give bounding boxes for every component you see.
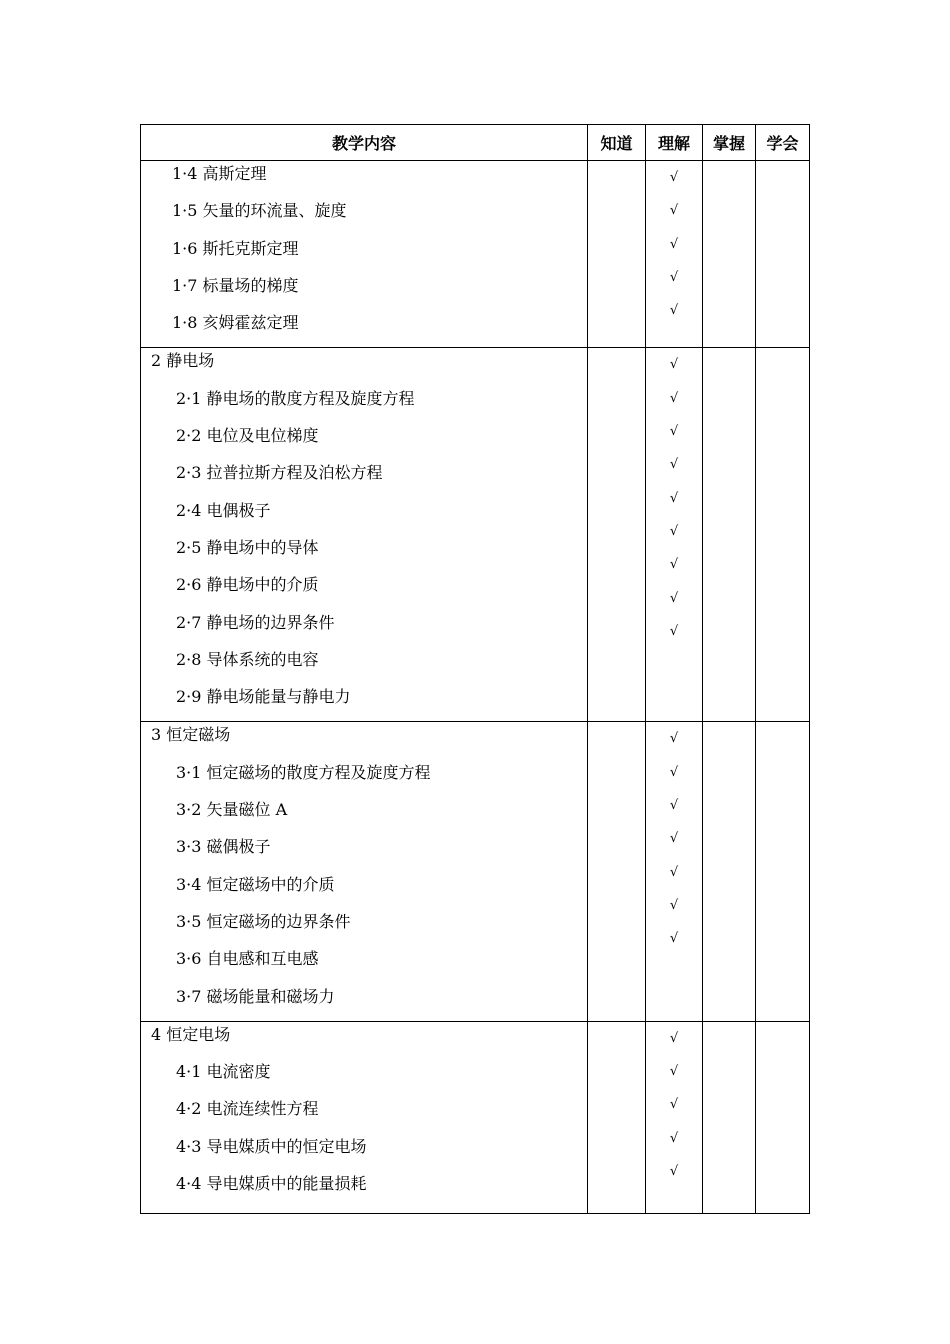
understand-cell — [646, 722, 703, 1021]
master-cell — [703, 348, 756, 722]
check-mark: √ — [669, 1064, 679, 1080]
chapter-title: 3 恒定磁场 — [151, 725, 231, 745]
header-learn: 学会 — [756, 125, 810, 161]
check-mark: √ — [669, 557, 679, 573]
list-item: 1·8 亥姆霍兹定理 — [172, 313, 299, 333]
list-item: 2·5 静电场中的导体 — [176, 537, 319, 557]
list-item: 4·1 电流密度 — [176, 1062, 271, 1082]
list-item: 1·6 斯托克斯定理 — [172, 238, 299, 258]
check-mark: √ — [669, 1030, 679, 1046]
check-mark: √ — [669, 424, 679, 440]
check-mark: √ — [669, 864, 679, 880]
list-item: 3·2 矢量磁位 A — [176, 800, 288, 820]
list-item: 1·4 高斯定理 — [172, 164, 267, 183]
header-know: 知道 — [588, 125, 646, 161]
check-mark: √ — [669, 931, 679, 947]
content-cell — [141, 161, 588, 348]
check-mark: √ — [669, 1130, 679, 1146]
understand-cell — [646, 1021, 703, 1213]
know-cell — [588, 161, 646, 348]
check-mark: √ — [669, 590, 679, 606]
check-mark: √ — [669, 236, 679, 252]
list-item: 1·7 标量场的梯度 — [172, 275, 299, 295]
list-item: 1·5 矢量的环流量、旋度 — [172, 201, 347, 221]
master-cell — [703, 722, 756, 1021]
list-item: 3·6 自电感和互电感 — [176, 949, 319, 969]
table-row — [141, 1021, 810, 1213]
table-row — [141, 161, 810, 348]
list-item: 2·6 静电场中的介质 — [176, 575, 319, 595]
understand-cell — [646, 161, 703, 348]
list-item: 2·4 电偶极子 — [176, 500, 271, 520]
list-item: 2·9 静电场能量与静电力 — [176, 687, 351, 707]
check-mark: √ — [669, 170, 679, 185]
header-content: 教学内容 — [141, 125, 588, 161]
check-mark: √ — [669, 269, 679, 285]
syllabus-table — [140, 124, 810, 1214]
check-mark: √ — [669, 490, 679, 506]
content-cell — [141, 348, 588, 722]
list-item: 2·2 电位及电位梯度 — [176, 426, 319, 446]
chapter-title: 4 恒定电场 — [151, 1024, 231, 1044]
check-mark: √ — [669, 764, 679, 780]
learn-cell — [756, 1021, 810, 1213]
check-mark: √ — [669, 303, 679, 319]
check-mark: √ — [669, 731, 679, 747]
table-row — [141, 348, 810, 722]
table-row — [141, 722, 810, 1021]
list-item: 2·8 导体系统的电容 — [176, 649, 319, 669]
content-cell — [141, 722, 588, 1021]
check-mark: √ — [669, 203, 679, 219]
check-mark: √ — [669, 1164, 679, 1180]
list-item: 2·1 静电场的散度方程及旋度方程 — [176, 388, 415, 408]
check-mark: √ — [669, 831, 679, 847]
understand-cell — [646, 348, 703, 722]
check-mark: √ — [669, 1097, 679, 1113]
check-mark: √ — [669, 897, 679, 913]
check-mark: √ — [669, 357, 679, 373]
check-mark: √ — [669, 798, 679, 814]
know-cell — [588, 722, 646, 1021]
header-understand: 理解 — [646, 125, 703, 161]
check-mark: √ — [669, 457, 679, 473]
list-item: 2·3 拉普拉斯方程及泊松方程 — [176, 463, 383, 483]
master-cell — [703, 161, 756, 348]
list-item: 3·4 恒定磁场中的介质 — [176, 874, 335, 894]
chapter-title: 2 静电场 — [151, 351, 215, 371]
list-item: 3·5 恒定磁场的边界条件 — [176, 911, 351, 931]
know-cell — [588, 348, 646, 722]
list-item: 4·2 电流连续性方程 — [176, 1099, 319, 1119]
check-mark: √ — [669, 623, 679, 639]
list-item: 3·1 恒定磁场的散度方程及旋度方程 — [176, 762, 431, 782]
list-item: 3·7 磁场能量和磁场力 — [176, 986, 335, 1006]
check-mark: √ — [669, 390, 679, 406]
list-item: 4·4 导电媒质中的能量损耗 — [176, 1174, 367, 1194]
learn-cell — [756, 348, 810, 722]
learn-cell — [756, 161, 810, 348]
content-cell — [141, 1021, 588, 1213]
learn-cell — [756, 722, 810, 1021]
list-item: 3·3 磁偶极子 — [176, 837, 271, 857]
list-item: 4·3 导电媒质中的恒定电场 — [176, 1136, 367, 1156]
header-master: 掌握 — [703, 125, 756, 161]
list-item: 2·7 静电场的边界条件 — [176, 612, 335, 632]
know-cell — [588, 1021, 646, 1213]
master-cell — [703, 1021, 756, 1213]
check-mark: √ — [669, 523, 679, 539]
table-header-row — [141, 125, 810, 161]
